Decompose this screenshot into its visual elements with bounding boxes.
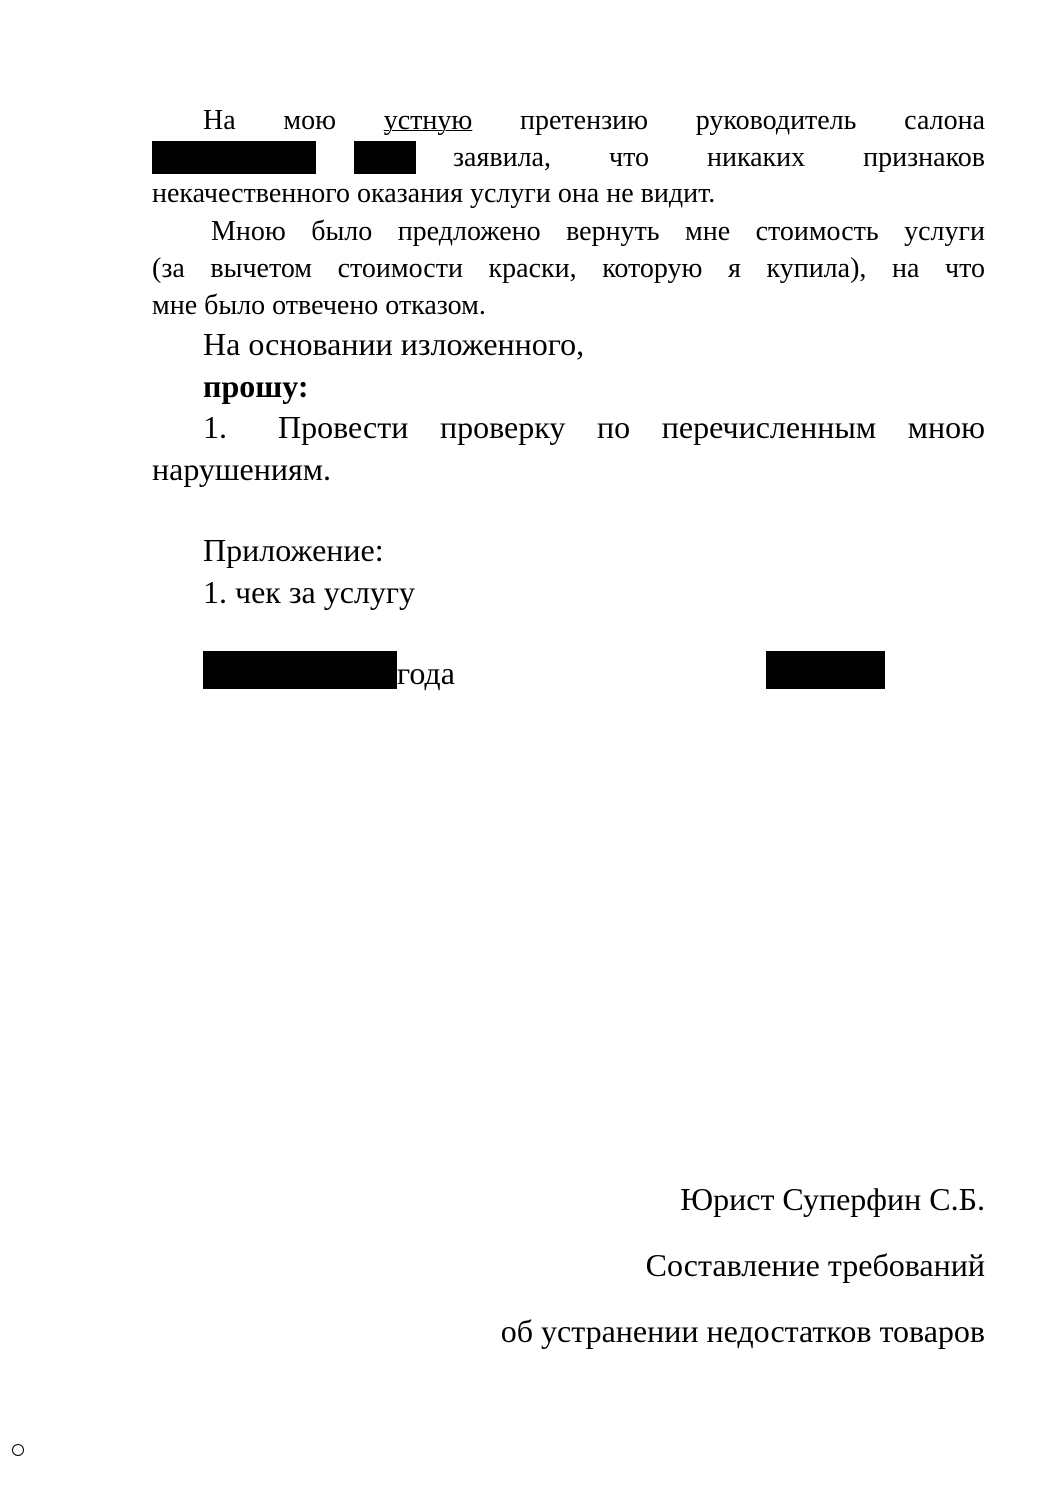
word: проверку (439, 409, 566, 445)
word: что (945, 253, 985, 284)
para1-line2 (453, 144, 985, 172)
para1-line3: некачественного оказания услуги она не видит. (152, 178, 716, 209)
word: вычетом (210, 253, 313, 284)
word: что (609, 142, 649, 173)
word: претензию (520, 105, 649, 136)
circle-bullet-icon (12, 1444, 24, 1456)
word: салона (904, 105, 985, 136)
word: на (892, 253, 920, 284)
word: На (203, 105, 236, 136)
para2-line3: мне было отвечено отказом. (152, 290, 486, 321)
date-suffix: года (397, 655, 455, 691)
para2-line1: Мною было предложено вернуть мне стоимость услуги (211, 216, 985, 247)
word: (за (152, 253, 185, 284)
redaction-block (354, 141, 416, 174)
word: Провести (278, 409, 409, 445)
word: устную (383, 105, 473, 136)
footer-author: Юрист Суперфин С.Б. (680, 1181, 985, 1217)
word: купила), (766, 253, 867, 284)
redaction-block (152, 141, 316, 174)
word: перечисленным (661, 409, 877, 445)
word: по (596, 409, 631, 445)
request-item-line2: нарушениям. (152, 451, 331, 487)
para2-line2 (152, 255, 985, 283)
basis-line: На основании изложенного, (203, 326, 585, 362)
word: заявила, (453, 142, 551, 173)
word: мою (283, 105, 337, 136)
word: никаких (706, 142, 806, 173)
footer-line2: об устранении недостатков товаров (500, 1313, 985, 1349)
request-label: прошу: (203, 368, 309, 404)
redaction-block (203, 651, 397, 689)
word: мною (907, 409, 985, 445)
word: стоимости (337, 253, 463, 284)
word: признаков (863, 142, 985, 173)
request-item-line1 (278, 411, 985, 443)
request-item-number: 1. (203, 409, 227, 445)
attachment-item: 1. чек за услугу (203, 574, 415, 610)
redaction-block (766, 651, 885, 689)
word: краски, (488, 253, 577, 284)
word: я (728, 253, 741, 284)
word: которую (602, 253, 703, 284)
word: руководитель (695, 105, 857, 136)
footer-line1: Составление требований (645, 1247, 985, 1283)
para1-line1 (203, 107, 985, 135)
attachment-label: Приложение: (203, 532, 384, 568)
